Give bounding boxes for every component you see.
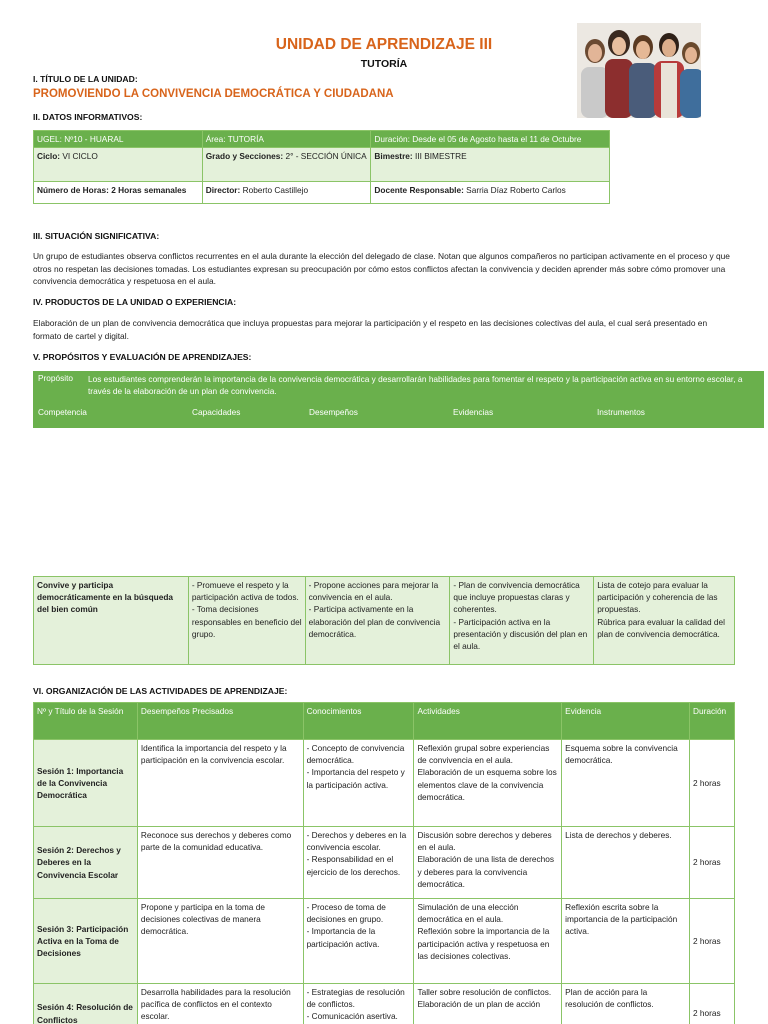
session-title: Sesión 1: Importancia de la Convivencia Democrática — [34, 740, 138, 827]
table-row — [34, 740, 735, 827]
session-evidencia: Reflexión escrita sobre la importancia de la participación activa. — [562, 899, 690, 984]
horas-label: Número de Horas: 2 Horas semanales — [37, 185, 187, 196]
section-5-heading: V. PROPÓSITOS Y EVALUACIÓN DE APRENDIZAJES: — [33, 352, 252, 362]
session-evidencia: Lista de derechos y deberes. — [562, 827, 690, 899]
session-conocimientos: - Proceso de toma de decisiones en grupo. - Importancia de la participación activa. — [303, 899, 414, 984]
session-actividades: Discusión sobre derechos y deberes en el aula. Elaboración de una lista de derechos y deberes para la convivencia democrática. — [414, 827, 562, 899]
section-2-heading: II. DATOS INFORMATIVOS: — [33, 112, 143, 122]
docente-value: Sarria Díaz Roberto Carlos — [463, 185, 566, 196]
table-row — [34, 984, 735, 1024]
col-desempenos: Desempeños — [309, 407, 358, 417]
situacion-text: Un grupo de estudiantes observa conflictos recurrentes en el aula durante la elección del delegado de clase. Notan que algunos compañeros no participan activamente en el proceso y que otros no respetan las decisiones tomadas. Los estudiantes expresan su preocupación por cómo estos conflictos afectan la convivencia y deciden aprender más sobre cómo promover una convivencia democrática y respetuosa en el aula. — [33, 251, 730, 287]
section-6-heading: VI. ORGANIZACIÓN DE LAS ACTIVIDADES DE APRENDIZAJE: — [33, 686, 288, 696]
table-row — [34, 131, 610, 148]
col-duracion: Duración — [689, 703, 734, 740]
datos-informativos-table — [33, 130, 610, 204]
session-desempenos: Identifica la importancia del respeto y la participación en la convivencia escolar. — [137, 740, 303, 827]
session-desempenos: Reconoce sus derechos y deberes como parte de la comunidad educativa. — [137, 827, 303, 899]
col-evidencia: Evidencia — [562, 703, 690, 740]
col-instrumentos: Instrumentos — [597, 407, 645, 417]
grado-value: 2° - SECCIÓN ÚNICA — [283, 151, 367, 162]
proposito-label: Propósito — [38, 373, 74, 383]
session-title: Sesión 3: Participación Activa en la Toma de Decisiones — [34, 899, 138, 984]
proposito-text: Los estudiantes comprenderán la importancia de la convivencia democrática y desarrollarán habilidades para fomentar el respeto y la participación activa en su entorno escolar, a través de la elaboración de un plan de convivencia. — [88, 374, 743, 397]
ciclo-label: Ciclo: — [37, 151, 61, 162]
docente-cell — [371, 182, 610, 204]
col-conocimientos: Conocimientos — [303, 703, 414, 740]
table-row — [34, 899, 735, 984]
document-title: UNIDAD DE APRENDIZAJE III — [275, 36, 493, 53]
table-header-row — [34, 703, 735, 740]
instrumentos-cell: Lista de cotejo para evaluar la participación y coherencia de las propuestas. Rúbrica para evaluar la calidad del plan de convivencia democrática. — [594, 577, 735, 665]
col-capacidades: Capacidades — [192, 407, 241, 417]
session-evidencia: Plan de acción para la resolución de conflictos. — [562, 984, 690, 1024]
desempenos-cell: - Propone acciones para mejorar la convivencia en el aula. - Participa activamente en la elaboración del plan de convivencia democrática. — [305, 577, 450, 665]
session-desempenos: Desarrolla habilidades para la resolución pacífica de conflictos en el contexto escolar. — [137, 984, 303, 1024]
area-cell: Área: TUTORÍA — [202, 131, 371, 148]
ciclo-value: VI CICLO — [60, 151, 98, 162]
proposito-block — [33, 371, 764, 428]
col-competencia: Competencia — [38, 407, 87, 417]
section-3-heading: III. SITUACIÓN SIGNIFICATIVA: — [33, 231, 160, 241]
session-duracion: 2 horas — [689, 740, 734, 827]
ciclo-cell — [34, 148, 203, 182]
col-actividades: Actividades — [414, 703, 562, 740]
director-label: Director: — [205, 185, 241, 196]
session-duracion: 2 horas — [689, 899, 734, 984]
duracion-cell: Duración: Desde el 05 de Agosto hasta el 11 de Octubre — [371, 131, 610, 148]
grado-label: Grado y Secciones: — [205, 151, 284, 162]
session-evidencia: Esquema sobre la convivencia democrática. — [562, 740, 690, 827]
col-desempenos-precisados: Desempeños Precisados — [137, 703, 303, 740]
session-duracion: 2 horas — [689, 827, 734, 899]
competencias-table — [33, 576, 735, 665]
session-duracion: 2 horas — [689, 984, 734, 1024]
bimestre-cell — [371, 148, 610, 182]
grado-cell — [202, 148, 371, 182]
session-desempenos: Propone y participa en la toma de decisiones colectivas de manera democrática. — [137, 899, 303, 984]
col-evidencias: Evidencias — [453, 407, 494, 417]
session-actividades: Reflexión grupal sobre experiencias de convivencia en el aula. Elaboración de un esquema sobre los elementos clave de la convivencia democrática. — [414, 740, 562, 827]
unit-title: PROMOVIENDO LA CONVIVENCIA DEMOCRÁTICA Y CIUDADANA — [33, 88, 394, 100]
bimestre-value: III BIMESTRE — [412, 151, 467, 162]
capacidades-cell: - Promueve el respeto y la participación activa de todos. - Toma decisiones responsables en beneficio del grupo. — [188, 577, 305, 665]
table-row — [34, 182, 610, 204]
bimestre-label: Bimestre: — [374, 151, 413, 162]
ugel-cell: UGEL: Nº10 - HUARAL — [34, 131, 203, 148]
table-row — [34, 148, 610, 182]
director-cell — [202, 182, 371, 204]
session-conocimientos: - Derechos y deberes en la convivencia escolar. - Responsabilidad en el ejercicio de los derechos. — [303, 827, 414, 899]
actividades-table — [33, 702, 735, 1024]
session-actividades: Taller sobre resolución de conflictos. Elaboración de un plan de acción — [414, 984, 562, 1024]
col-sesion: Nº y Título de la Sesión — [34, 703, 138, 740]
session-conocimientos: - Estrategias de resolución de conflictos. - Comunicación asertiva. — [303, 984, 414, 1024]
session-title: Sesión 4: Resolución de Conflictos — [34, 984, 138, 1024]
competencia-cell: Convive y participa democráticamente en la búsqueda del bien común — [34, 577, 189, 665]
table-row — [34, 577, 735, 665]
horas-cell — [34, 182, 203, 204]
evidencias-cell: - Plan de convivencia democrática que incluye propuestas claras y coherentes. - Participación activa en la presentación y discusión del plan en el aula. — [450, 577, 594, 665]
session-conocimientos: - Concepto de convivencia democrática. - Importancia del respeto y la participación activa. — [303, 740, 414, 827]
docente-label: Docente Responsable: — [374, 185, 464, 196]
section-4-heading: IV. PRODUCTOS DE LA UNIDAD O EXPERIENCIA: — [33, 297, 237, 307]
session-title: Sesión 2: Derechos y Deberes en la Convivencia Escolar — [34, 827, 138, 899]
director-value: Roberto Castillejo — [240, 185, 309, 196]
session-actividades: Simulación de una elección democrática en el aula. Reflexión sobre la importancia de la participación activa y respetuosa en las decisiones colectivas. — [414, 899, 562, 984]
document-subtitle: TUTORÍA — [360, 58, 408, 70]
table-row — [34, 827, 735, 899]
productos-text: Elaboración de un plan de convivencia democrática que incluya propuestas para mejorar la participación y el respeto en las decisiones colectivas del aula, el cual será presentado en formato de cartel y digital. — [33, 318, 708, 341]
section-1-heading: I. TÍTULO DE LA UNIDAD: — [33, 74, 138, 84]
